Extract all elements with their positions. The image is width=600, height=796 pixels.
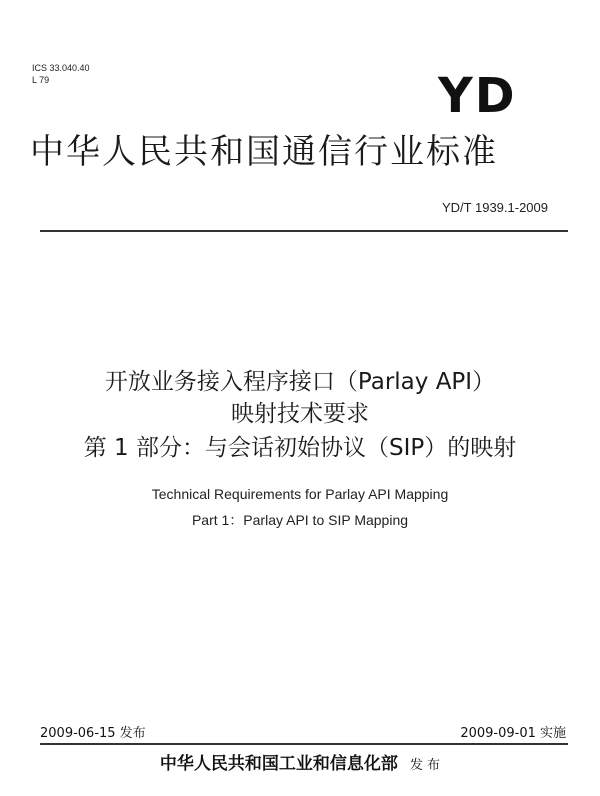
- implement-date: 2009-09-01 实施: [460, 726, 566, 741]
- standard-number: YD/T 1939.1-2009: [442, 200, 548, 215]
- ics-code: ICS 33.040.40: [32, 63, 90, 73]
- ics-code-block: [32, 62, 90, 86]
- issuer-tag: 发 布: [409, 758, 441, 773]
- cn-title-line-3: 第 1 部分：与会话初始协议（SIP）的映射: [83, 435, 517, 461]
- issuer-line: [0, 752, 600, 778]
- issuer-name: 中华人民共和国工业和信息化部: [159, 754, 398, 774]
- issue-date: 2009-06-15 发布: [40, 726, 146, 741]
- en-title-line-2: Part 1：Parlay API to SIP Mapping: [191, 512, 409, 528]
- bottom-divider: [40, 743, 568, 745]
- cn-title-line-1: 开放业务接入程序接口（Parlay API）: [104, 369, 496, 395]
- yd-logo: YD: [438, 68, 517, 124]
- classification-code: L 79: [32, 75, 50, 85]
- page-title: 中华人民共和国通信行业标准: [30, 132, 498, 172]
- top-divider: [40, 230, 568, 232]
- cn-title-line-2: 映射技术要求: [231, 401, 369, 427]
- en-title-line-1: Technical Requirements for Parlay API Mapping: [151, 486, 449, 502]
